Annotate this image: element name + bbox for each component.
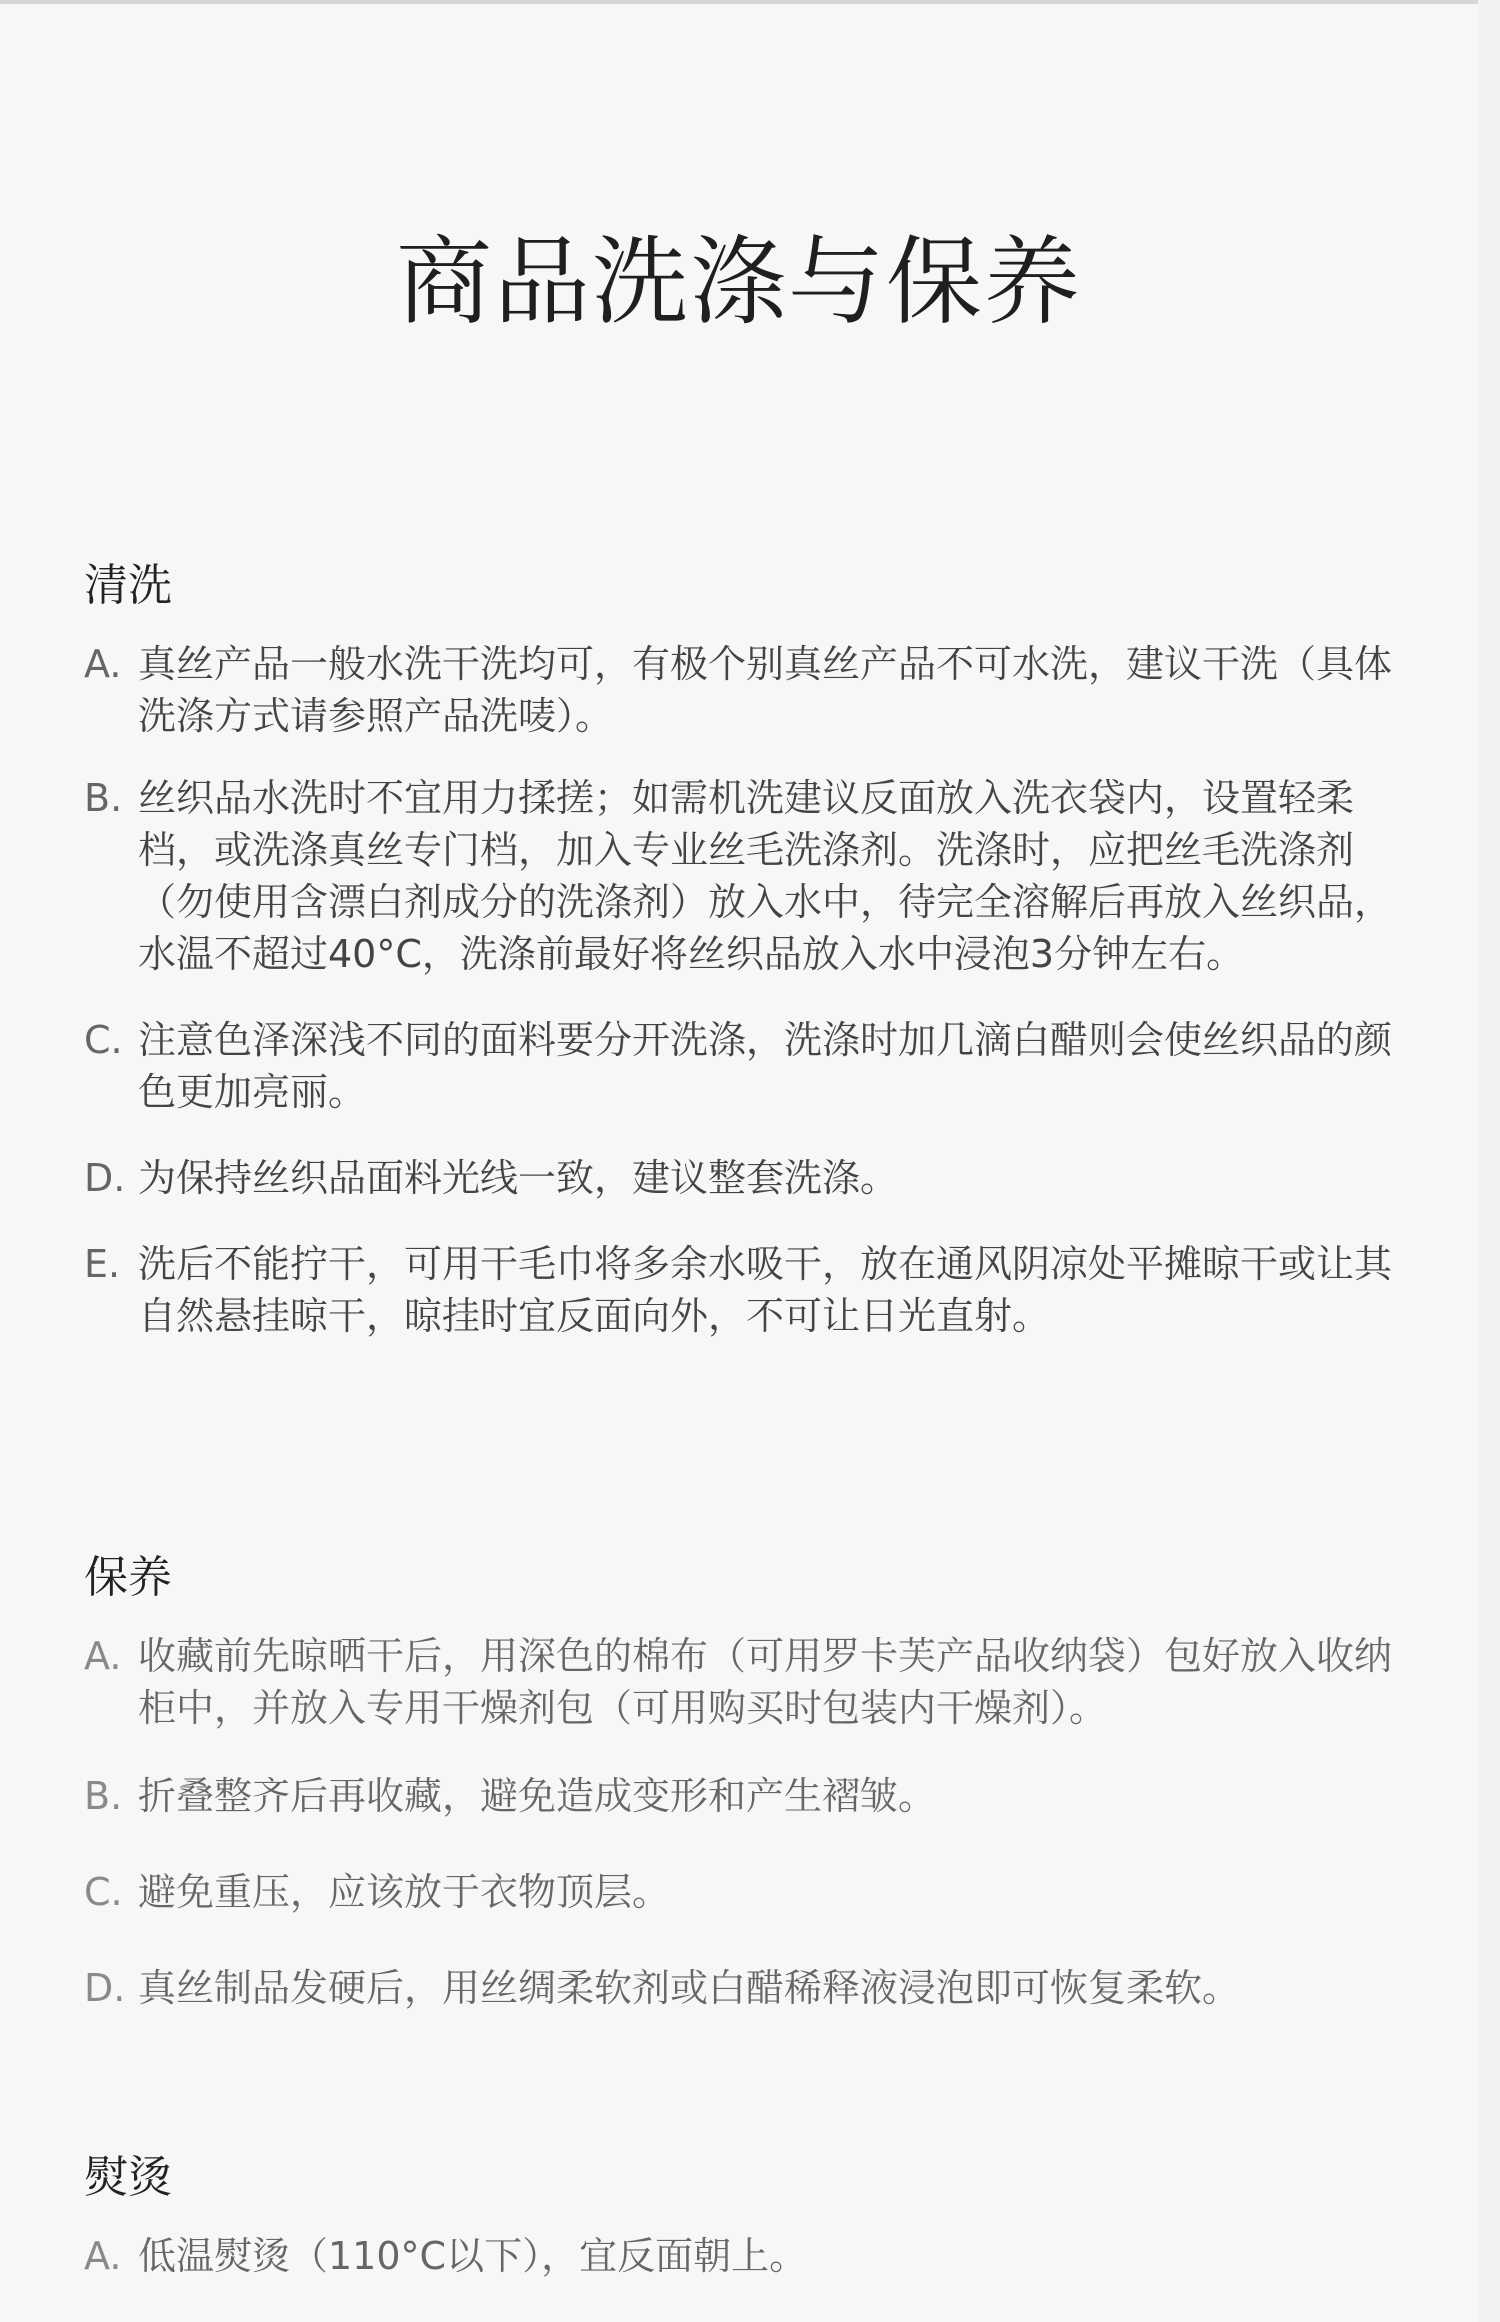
- item-marker: A.: [84, 642, 122, 686]
- ironing-item-a: [84, 2230, 1404, 2282]
- item-marker: A.: [84, 2234, 122, 2278]
- cleaning-item-e: [84, 1238, 1404, 1342]
- item-marker: B.: [84, 1774, 123, 1818]
- item-marker: D.: [84, 1156, 126, 1200]
- page-title: 商品洗涤与保养: [396, 226, 1082, 338]
- maintenance-item-a: [84, 1630, 1404, 1734]
- item-text: 低温熨烫（110°C以下），宜反面朝上。: [138, 2234, 808, 2278]
- cleaning-item-b: [84, 772, 1404, 980]
- right-edge-strip: [1478, 0, 1500, 2322]
- item-text: 避免重压，应该放于衣物顶层。: [138, 1870, 671, 1914]
- item-marker: C.: [84, 1870, 123, 1914]
- section-maintenance: [84, 1548, 1404, 2014]
- maintenance-item-d: [84, 1962, 1404, 2014]
- item-marker: D.: [84, 1966, 126, 2010]
- item-text: 折叠整齐后再收藏，避免造成变形和产生褶皱。: [138, 1774, 937, 1818]
- item-marker: B.: [84, 776, 123, 820]
- item-text: 丝织品水洗时不宜用力揉搓；如需机洗建议反面放入洗衣袋内，设置轻柔档，或洗涤真丝专门档，加入专业丝毛洗涤剂。洗涤时，应把丝毛洗涤剂（勿使用含漂白剂成分的洗涤剂）放入水中，待完全溶解后再放入丝织品，水温不超过40°C，洗涤前最好将丝织品放入水中浸泡3分钟左右。: [138, 776, 1393, 976]
- cleaning-item-c: [84, 1014, 1404, 1118]
- maintenance-item-c: [84, 1866, 1404, 1918]
- item-text: 真丝制品发硬后，用丝绸柔软剂或白醋稀释液浸泡即可恢复柔软。: [138, 1966, 1241, 2010]
- cleaning-item-d: [84, 1152, 1404, 1204]
- item-text: 为保持丝织品面料光线一致，建议整套洗涤。: [138, 1156, 899, 1200]
- section-ironing: [84, 2148, 1404, 2282]
- item-marker: A.: [84, 1634, 122, 1678]
- top-divider: [0, 0, 1478, 4]
- section-cleaning: [84, 556, 1404, 1342]
- section-title-maintenance: 保养: [84, 1552, 172, 1603]
- item-text: 注意色泽深浅不同的面料要分开洗涤，洗涤时加几滴白醋则会使丝织品的颜色更加亮丽。: [138, 1018, 1393, 1114]
- item-text: 收藏前先晾晒干后，用深色的棉布（可用罗卡芙产品收纳袋）包好放入收纳柜中，并放入专用干燥剂包（可用购买时包装内干燥剂）。: [138, 1634, 1393, 1730]
- section-title-cleaning: 清洗: [84, 560, 172, 611]
- item-text: 真丝产品一般水洗干洗均可，有极个别真丝产品不可水洗，建议干洗（具体洗涤方式请参照产品洗唛）。: [138, 642, 1393, 738]
- section-title-ironing: 熨烫: [84, 2152, 172, 2203]
- item-marker: E.: [84, 1242, 121, 1286]
- maintenance-item-b: [84, 1770, 1404, 1822]
- item-text: 洗后不能拧干，可用干毛巾将多余水吸干，放在通风阴凉处平摊晾干或让其自然悬挂晾干，晾挂时宜反面向外，不可让日光直射。: [138, 1242, 1393, 1338]
- item-marker: C.: [84, 1018, 123, 1062]
- cleaning-item-a: [84, 638, 1404, 742]
